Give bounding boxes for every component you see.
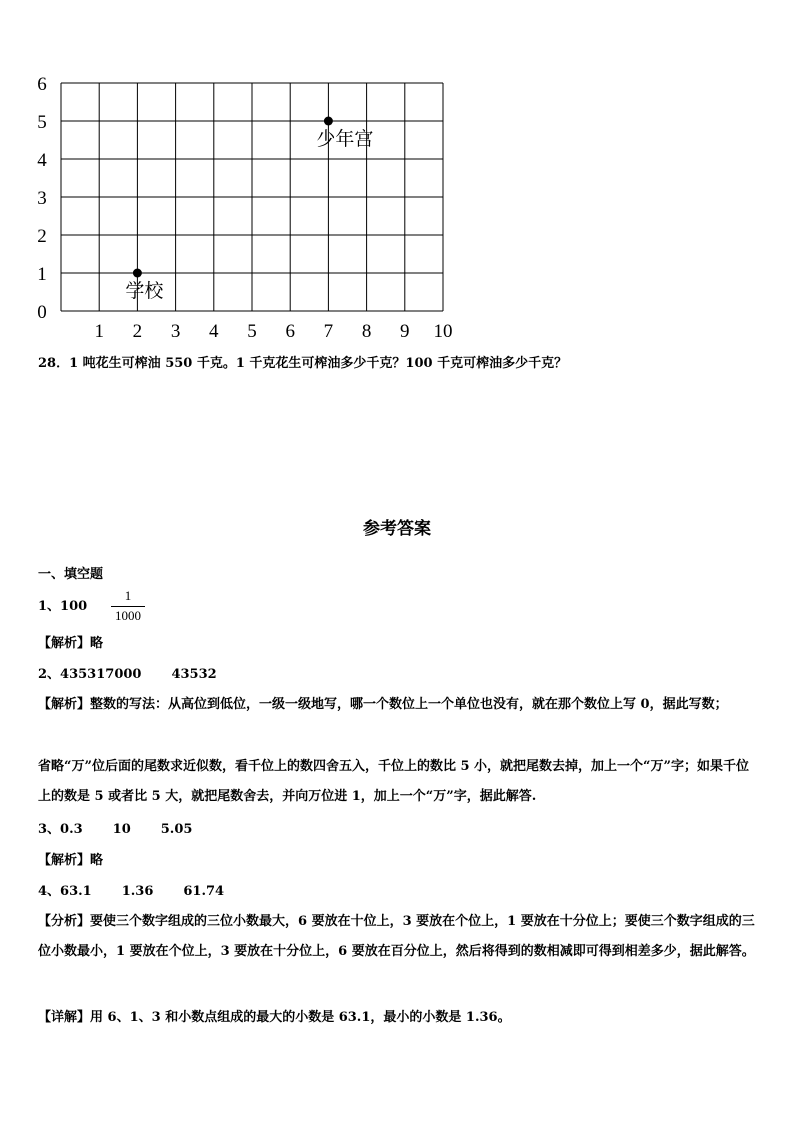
answer-3-note: 【解析】略 xyxy=(38,853,104,868)
answer-4-value-1: 4、63.1 xyxy=(38,884,92,899)
answer-1: 1、100 xyxy=(38,599,88,614)
x-tick-label: 8 xyxy=(361,321,372,342)
x-tick-label: 3 xyxy=(170,321,181,342)
answer-2-note-2: 省略“万”位后面的尾数求近似数，看千位上的数四舍五入，千位上的数比 5 小，就把尾数去掉，加上一个“万”字；如果千位上的数是 5 或者比 5 大，就把尾数舍去，并向万位进 1，加上一个“万”字，据此解答. xyxy=(38,759,750,804)
x-tick-label: 1 xyxy=(94,321,104,342)
y-axis-ticks xyxy=(37,76,47,323)
x-tick-label: 2 xyxy=(132,321,143,342)
answer-2-value-1: 2、435317000 xyxy=(38,667,142,682)
x-tick-label: 7 xyxy=(323,321,334,342)
y-tick-label: 5 xyxy=(37,112,47,133)
section-fill-blank: 一、填空题 xyxy=(38,567,104,582)
answer-2-note-1: 【解析】整数的写法：从高位到低位，一级一级地写，哪一个数位上一个单位也没有，就在那个数位上写 0，据此写数； xyxy=(38,697,728,712)
answer-4 xyxy=(38,884,224,900)
coordinate-grid xyxy=(28,76,458,344)
answer-3 xyxy=(38,822,192,838)
answer-2 xyxy=(38,667,217,683)
answer-title: 参考答案 xyxy=(363,519,431,539)
x-tick-label: 9 xyxy=(400,321,410,342)
answer-3-value-3: 5.05 xyxy=(160,822,193,837)
x-axis-ticks xyxy=(94,321,452,342)
point-marker xyxy=(324,117,333,126)
y-tick-label: 2 xyxy=(37,226,47,247)
fraction-denominator: 1000 xyxy=(115,608,141,623)
point-marker xyxy=(133,269,142,278)
x-tick-label: 5 xyxy=(247,321,257,342)
y-tick-label: 4 xyxy=(37,150,47,171)
point-label: 少年宫 xyxy=(316,128,374,150)
answer-3-value-2: 10 xyxy=(112,822,131,837)
grid-lines xyxy=(61,83,443,311)
y-tick-label: 0 xyxy=(37,302,47,323)
grid-points xyxy=(125,117,373,303)
answer-4-detail: 【详解】用 6、1、3 和小数点组成的最大的小数是 63.1，最小的小数是 1.36。 xyxy=(38,1010,511,1025)
x-tick-label: 4 xyxy=(209,321,219,342)
answer-4-value-3: 61.74 xyxy=(183,884,225,899)
answer-1-note: 【解析】略 xyxy=(38,636,104,651)
answer-2-value-2: 43532 xyxy=(171,667,217,682)
y-tick-label: 6 xyxy=(37,76,47,95)
answer-1-fraction xyxy=(108,588,148,624)
fraction-numerator: 1 xyxy=(124,588,132,603)
y-tick-label: 3 xyxy=(37,188,47,209)
answer-4-value-2: 1.36 xyxy=(121,884,154,899)
answer-4-analysis: 【分析】要使三个数字组成的三位小数最大，6 要放在十位上，3 要放在个位上，1 要放在十分位上；要使三个数字组成的三位小数最小，1 要放在个位上，3 要放在十分位上，6 要放在百分位上，然后将得到的数相减即可得到相差多少，据此解答。 xyxy=(38,914,755,959)
fraction-bar xyxy=(111,606,145,607)
x-tick-label: 10 xyxy=(433,321,453,342)
answer-3-value-1: 3、0.3 xyxy=(38,822,83,837)
x-tick-label: 6 xyxy=(285,321,295,342)
question-28: 28．1 吨花生可榨油 550 千克。1 千克花生可榨油多少千克？100 千克可榨油多少千克？ xyxy=(38,356,568,371)
point-label: 学校 xyxy=(125,280,164,302)
y-tick-label: 1 xyxy=(37,264,47,285)
